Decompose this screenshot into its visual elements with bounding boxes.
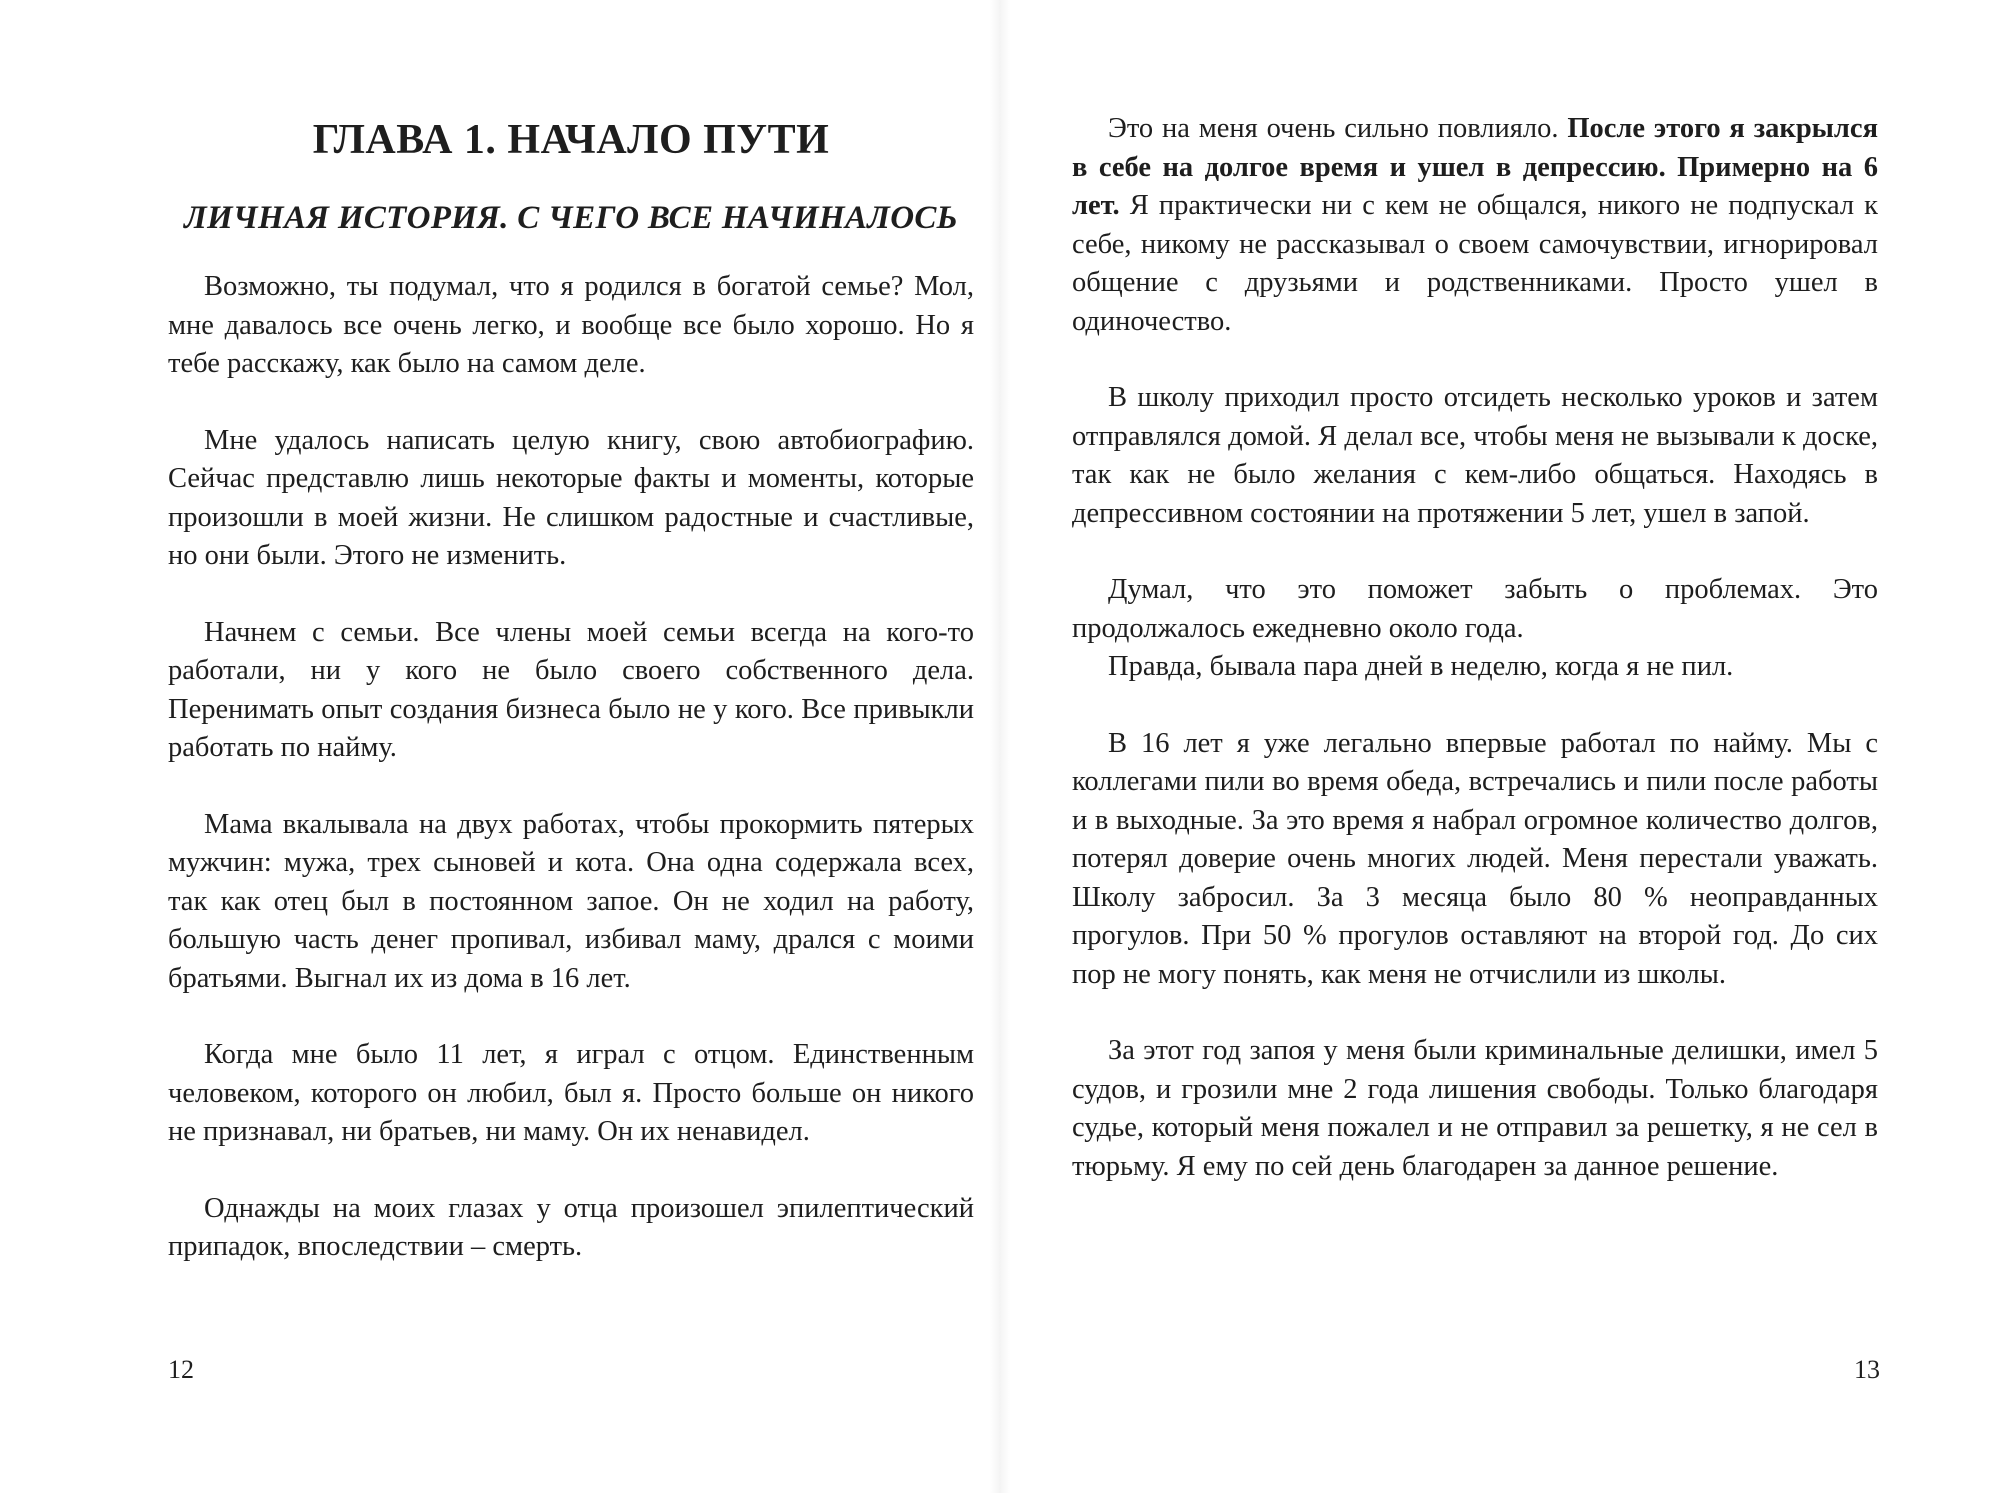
paragraph-rest: Я практически ни с кем не общался, никого не подпускал к себе, никому не рассказывал о своем самочувствии, игнорировал общение с друзьями и родственниками. Просто ушел в одиночество. [1072,190,1878,337]
page-number-left: 12 [168,1355,194,1384]
left-text-column [168,112,974,1267]
paragraph: Начнем с семьи. Все члены моей семьи всегда на кого-то работали, ни у кого не было своего собственного дела. Перенимать опыт создания бизнеса было не у кого. Все привыкли работать по найму. [168,616,974,763]
paragraph: Возможно, ты подумал, что я родился в богатой семье? Мол, мне давалось все очень легко, и вообще все было хорошо. Но я тебе расскажу, как было на самом деле. [168,271,974,379]
paragraph: Когда мне было 11 лет, я играл с отцом. Единственным человеком, которого он любил, был я. Просто больше он никого не признавал, ни братьев, ни маму. Он их ненавидел. [168,1039,974,1147]
section-title: ЛИЧНАЯ ИСТОРИЯ. С ЧЕГО ВСЕ НАЧИНАЛОСЬ [184,200,958,236]
right-text-column [1072,110,1878,1186]
paragraph: Однажды на моих глазах у отца произошел эпилептический припадок, впоследствии – смерть. [168,1192,974,1262]
paragraph: В 16 лет я уже легально впервые работал по найму. Мы с коллегами пили во время обеда, встречались и пили после работы и в выходные. За это время я набрал огромное количество долгов, потерял доверие очень многих людей. Меня перестали уважать. Школу забросил. За 3 месяца было 80 % неоправданных прогулов. При 50 % прогулов оставляют на второй год. До сих пор не могу понять, как меня не отчислили из школы. [1072,727,1878,990]
paragraph: Думал, что это поможет забыть о проблемах. Это продолжалось ежедневно около года. [1072,574,1878,644]
paragraph: Мне удалось написать целую книгу, свою автобиографию. Сейчас представлю лишь некоторые факты и моменты, которые произошли в моей жизни. Не слишком радостные и счастливые, но они были. Этого не изменить. [168,424,974,571]
paragraph: За этот год запоя у меня были криминальные делишки, имел 5 судов, и грозили мне 2 года лишения свободы. Только благодаря судье, который меня пожалел и не отправил за решетку, я не сел в тюрьму. Я ему по сей день благодарен за данное решение. [1072,1035,1878,1182]
paragraph: Правда, бывала пара дней в неделю, когда я не пил. [1108,651,1734,682]
page-number-right: 13 [1854,1355,1880,1384]
emphasis-text: После этого я закрылся в себе на долгое время и ушел в депрессию. Примерно на 6 лет. [1072,113,1878,221]
paragraph-with-emphasis [1072,110,1878,341]
right-page [1000,0,2000,1493]
paragraph: В школу приходил просто отсидеть несколько уроков и затем отправлялся домой. Я делал все, чтобы меня не вызывали к доске, так как не было желания с кем-либо общаться. Находясь в депрессивном состоянии на протяжении 5 лет, ушел в запой. [1072,382,1878,529]
chapter-title: ГЛАВА 1. НАЧАЛО ПУТИ [312,117,830,163]
paragraph-intro: Это на меня очень сильно повлияло. [1108,113,1568,144]
paragraph: Мама вкалывала на двух работах, чтобы прокормить пятерых мужчин: мужа, трех сыновей и кота. Она одна содержала всех, так как отец был в постоянном запое. Он не ходил на работу, большую часть денег пропивал, избивал маму, дрался с моими братьями. Выгнал их из дома в 16 лет. [168,808,974,994]
left-body [168,268,974,1267]
